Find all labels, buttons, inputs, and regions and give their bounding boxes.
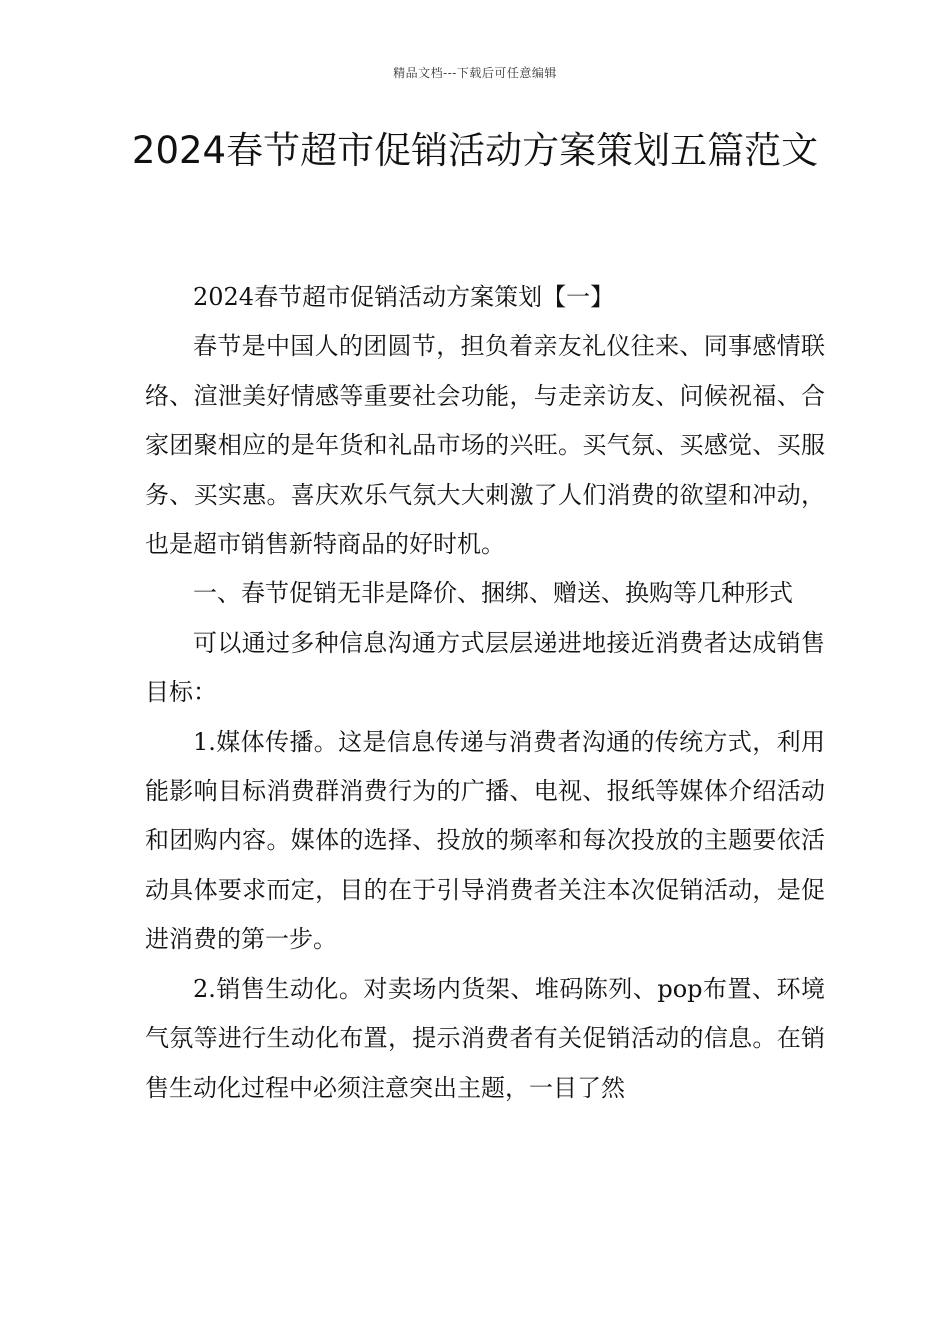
body-paragraph-intro: 春节是中国人的团圆节，担负着亲友礼仪往来、同事感情联络、渲泄美好情感等重要社会功能，与走亲访友、问候祝福、合家团聚相应的是年货和礼品市场的兴旺。买气氛、买感觉、买服务、买实惠。喜庆欢乐气氛大大刺激了人们消费的欲望和冲动，也是超市销售新特商品的好时机。	[145, 332, 825, 559]
body-paragraph-promo-forms: 一、春节促销无非是降价、捆绑、赠送、换购等几种形式	[193, 579, 793, 608]
section-heading-one: 2024春节超市促销活动方案策划【一】	[193, 283, 615, 311]
document-title: 2024春节超市促销活动方案策划五篇范文	[131, 129, 819, 172]
body-paragraph-media: 1.媒体传播。这是信息传递与消费者沟通的传统方式，利用能影响目标消费群消费行为的广播、电视、报纸等媒体介绍活动和团购内容。媒体的选择、投放的频率和每次投放的主题要依活动具体要求而定，目的在于引导消费者关注本次促销活动，是促进消费的第一步。	[145, 727, 825, 954]
document-body	[145, 273, 825, 1113]
body-paragraph-sales-vivid: 2.销售生动化。对卖场内货架、堆码陈列、pop布置、环境气氛等进行生动化布置，提示消费者有关促销活动的信息。在销售生动化过程中必须注意突出主题，一目了然	[145, 974, 825, 1102]
header-note: 精品文档---下载后可任意编辑	[393, 66, 557, 80]
body-paragraph-communication: 可以通过多种信息沟通方式层层递进地接近消费者达成销售目标：	[145, 628, 825, 707]
